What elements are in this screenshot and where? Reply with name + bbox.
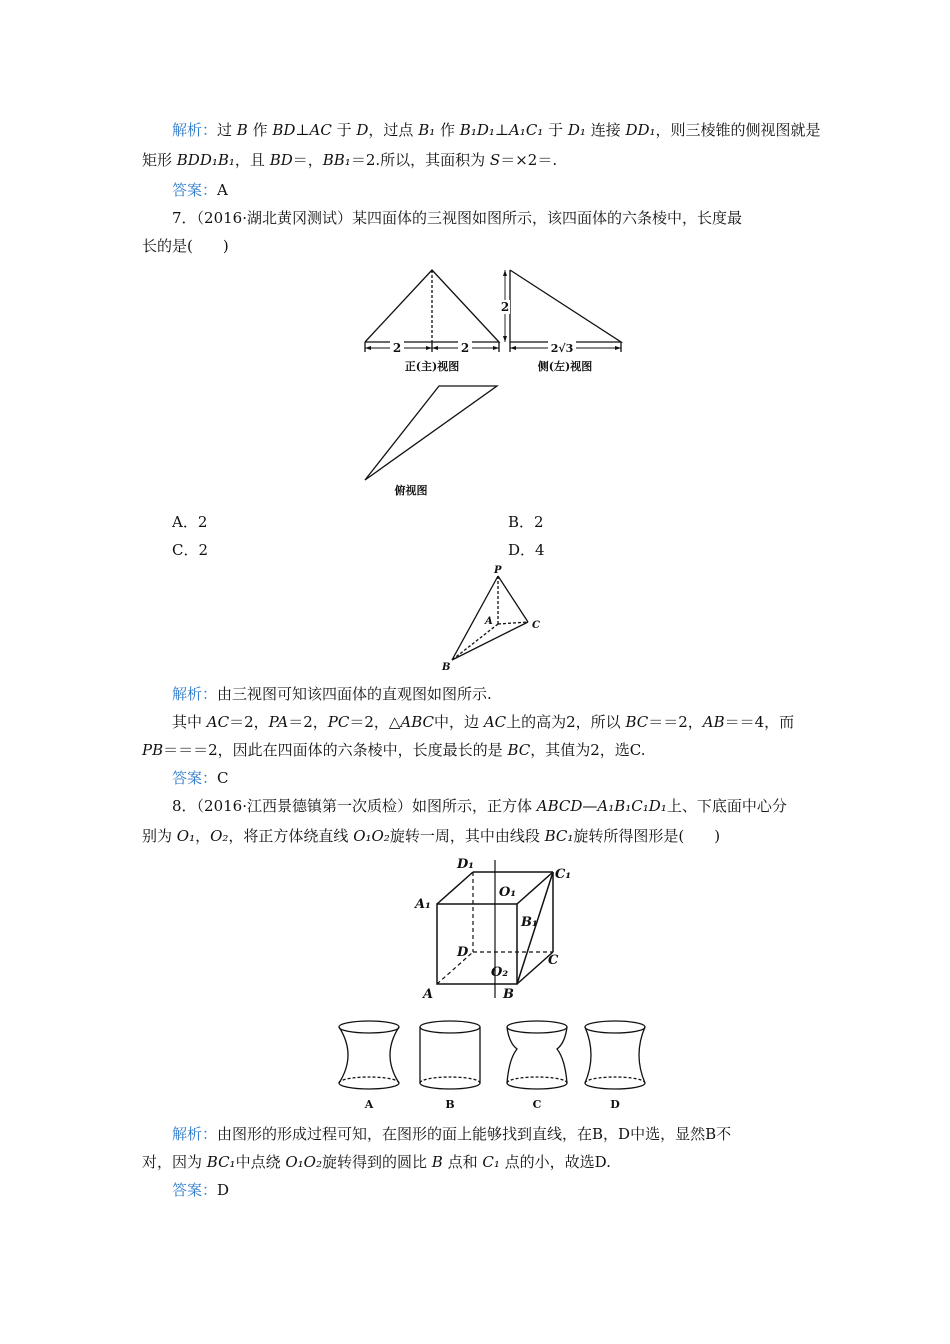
shape-d [585,1021,645,1089]
text: ＝2， [229,713,269,731]
vertex-c-label: C [532,620,540,631]
shape-c [507,1021,567,1089]
text: 过 [217,121,237,139]
text: ，且 [234,151,270,169]
shape-a [339,1021,399,1089]
sol6-line2 [142,150,557,170]
answer6 [172,180,228,200]
answer-label: 答案： [172,769,218,787]
vertex-a-label: A [485,616,493,627]
text: 8．（2016·江西景德镇第一次质检）如图所示，正方体 [172,797,537,815]
answer-value: D [217,1181,230,1199]
q8-line2 [142,826,720,846]
text: ＝＝4，而 [724,713,795,731]
arrowhead [493,346,499,350]
option-a: A．2 [172,513,208,531]
text: 由三视图可知该四面体的直观图如图所示. [217,685,492,703]
math: AB [702,713,725,731]
math: DD₁ [625,121,656,139]
math: C₁ [482,1153,500,1171]
vertex-d1-label: D₁ [457,857,474,872]
arrowhead [510,346,516,350]
cube-figure [405,848,585,1008]
analysis-label: 解析： [172,685,218,703]
math: O₁O₂ [285,1153,322,1171]
math: PA [268,713,289,731]
math: BD⊥AC [272,121,332,139]
text: 点和 [442,1153,483,1171]
side-view-caption: 侧(左)视图 [537,360,593,373]
math: B₁ [418,121,436,139]
vertex-c1-label: C₁ [555,867,572,882]
edge-pc [498,576,528,622]
text: ，其值为2，选C. [530,741,646,759]
sol6-line1 [172,120,821,140]
shape-b-label: B [445,1098,455,1111]
math: PB [142,741,164,759]
text: 矩形 [142,151,177,169]
shape-d-label: D [610,1098,620,1111]
text: ＝＝2， [648,713,703,731]
sol8-line1 [172,1124,731,1144]
shape-c-label: C [532,1098,542,1111]
text: 别为 [142,827,177,845]
text: ，过点 [368,121,419,139]
math: BC [625,713,649,731]
sol7-line2 [172,712,794,732]
answer-value: A [217,181,228,199]
text: 旋转所得图形是( ) [573,827,721,845]
text: 中，边 [434,713,484,731]
option-b: B．2 [508,513,544,531]
answer-value: C [217,769,229,787]
math: D [356,121,369,139]
math: O₁ [176,827,196,845]
text: ＝2.所以，其面积为 [350,151,490,169]
math: ABCD—A₁B₁C₁D₁ [536,797,667,815]
text: 旋转一周，其中由线段 [389,827,545,845]
text: ， [195,827,211,845]
top-view-triangle [365,386,497,480]
text: ＝2， [288,713,328,731]
center-o1-label: O₁ [499,885,517,900]
side-view-triangle [510,270,621,342]
text: 作 [435,121,460,139]
edge-ab [452,624,498,660]
math: O₁O₂ [353,827,390,845]
answer8 [172,1180,229,1200]
text: 上的高为2，所以 [506,713,626,731]
analysis-label: 解析： [172,121,218,139]
math: AC [206,713,230,731]
q7-line2: 长的是( ) [142,237,229,255]
text: ，则三棱锥的侧视图就是 [655,121,821,139]
math: B₁D₁⊥A₁C₁ [459,121,544,139]
sol8-line2 [142,1152,611,1172]
answer-label: 答案： [172,1181,218,1199]
side-dim-width-label: 2√3 [550,342,574,355]
vertex-c-label: C [548,953,559,968]
answer7 [172,768,229,788]
math: BC₁ [206,1153,236,1171]
text: ＝， [292,151,323,169]
text: 于 [331,121,357,139]
arrowhead [432,346,438,350]
math: PC [327,713,350,731]
math: B [431,1153,443,1171]
q7-line1: 7．（2016·湖北黄冈测试）某四面体的三视图如图所示，该四面体的六条棱中，长度最 [172,209,742,227]
text: ＝＝＝2，因此在四面体的六条棱中，长度最长的是 [163,741,508,759]
vertex-a1-label: A₁ [415,897,431,912]
math: O₂ [210,827,229,845]
text: 点的小，故选D. [499,1153,611,1171]
math: BDD₁B₁ [176,151,235,169]
arrowhead [365,346,371,350]
vertex-b1-label: B₁ [521,915,538,930]
text: 上、下底面中心分 [666,797,787,815]
arrowhead [503,270,507,276]
front-view-caption: 正(主)视图 [404,360,460,373]
shape-b [420,1021,480,1089]
side-dim-height-label: 2 [500,300,510,314]
text: 由图形的形成过程可知，在图形的面上能够找到直线，在B，D中选，显然B不 [217,1125,732,1143]
math: BC₁ [544,827,574,845]
front-dim-right-label: 2 [460,341,470,355]
math: AC [483,713,507,731]
arrowhead [503,336,507,342]
top-view-caption: 俯视图 [394,484,428,497]
option-d: D．4 [508,541,545,559]
text: 中点绕 [235,1153,286,1171]
math: D₁ [567,121,586,139]
text: ＝2，△ [349,713,401,731]
sol7-line3 [142,740,646,760]
arrowhead [615,346,621,350]
text: ，将正方体绕直线 [228,827,354,845]
text: 对，因为 [142,1153,207,1171]
text: 连接 [585,121,626,139]
math: ABC [400,713,435,731]
tetrahedron-figure [430,562,550,674]
math: S [489,151,501,169]
center-o2-label: O₂ [491,965,509,980]
edge-a1d1 [437,872,473,904]
front-dim-left-label: 2 [392,341,402,355]
q8-line1 [172,796,787,816]
math: BD [269,151,293,169]
text: 于 [543,121,568,139]
sol7-line1 [172,684,492,704]
three-view-figure [355,262,635,502]
text: 旋转得到的圆比 [321,1153,432,1171]
text: 其中 [172,713,207,731]
vertex-b-label: B [503,987,514,1002]
text: ＝×2＝. [500,151,558,169]
text: 作 [247,121,273,139]
shape-a-label: A [364,1098,374,1111]
vertex-a-label: A [423,987,434,1002]
analysis-label: 解析： [172,1125,218,1143]
answer-label: 答案： [172,181,218,199]
vertex-b-label: B [442,662,451,673]
answer-shapes-figure [325,1015,665,1115]
vertex-d-label: D [457,945,469,960]
math: BC [507,741,531,759]
edge-bc [452,622,528,660]
arrowhead [426,346,432,350]
vertex-p-label: P [494,565,502,576]
math: B [236,121,248,139]
math: BB₁ [322,151,351,169]
option-c: C．2 [172,541,209,559]
